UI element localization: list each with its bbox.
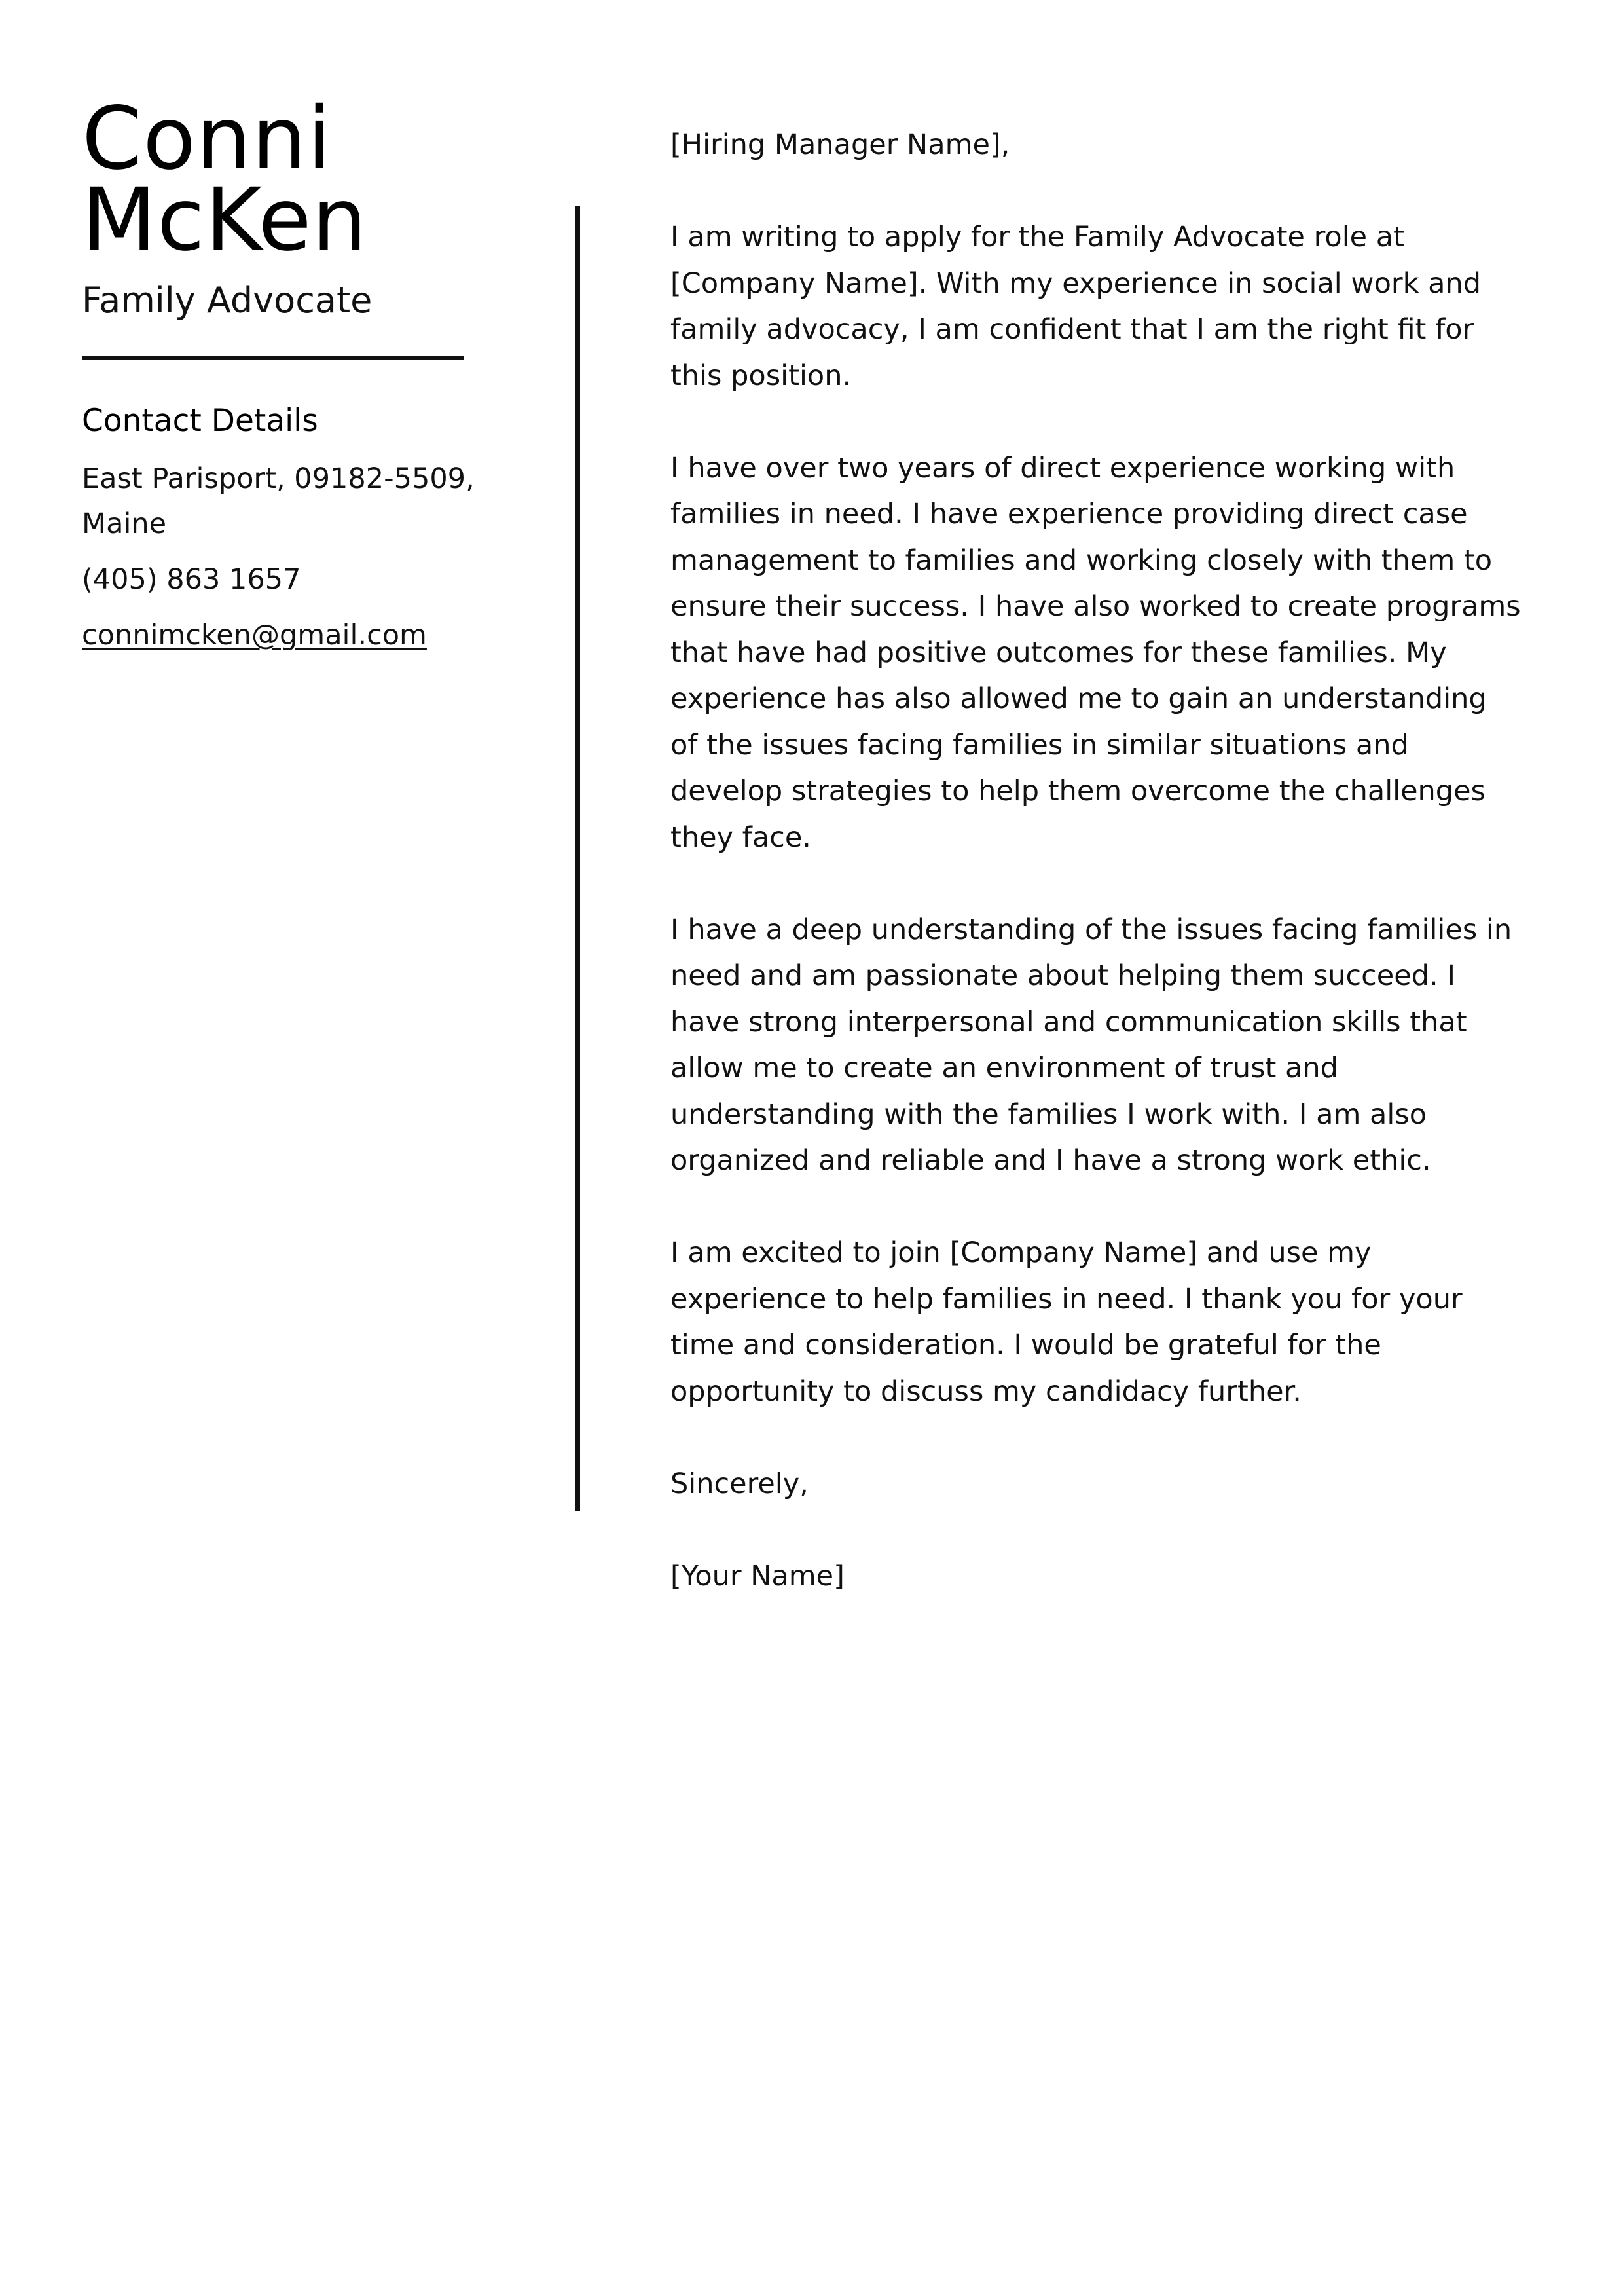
letter-closing: Sincerely, (670, 1467, 809, 1500)
column-divider (575, 206, 580, 1511)
letter-paragraph-2: I have over two years of direct experience working with families in need. I have experience providing direct case management to families and working closely with them to ensure their success. I have also worked to create programs that have had positive outcomes for these families. My experience has also allowed me to gain an understanding of the issues facing families in similar situations and develop strategies to help them overcome the challenges they face. (670, 451, 1521, 854)
letter-signature: [Your Name] (670, 1559, 845, 1593)
contact-phone: (405) 863 1657 (82, 563, 301, 596)
candidate-name (82, 88, 501, 270)
first-name: Conni (82, 88, 332, 189)
sidebar (82, 88, 501, 669)
contact-email-link[interactable]: connimcken@gmail.com (82, 619, 427, 652)
job-title: Family Advocate (82, 280, 373, 321)
contact-address: East Parisport, 09182-5509, Maine (82, 462, 475, 540)
letter-paragraph-1: I am writing to apply for the Family Advocate role at [Company Name]. With my experience in social work and family advocacy, I am confident that I am the right fit for this position. (670, 221, 1482, 392)
letter-body (670, 122, 1522, 1599)
letter-salutation: [Hiring Manager Name], (670, 128, 1010, 161)
title-divider (82, 356, 464, 360)
last-name: McKen (82, 170, 368, 270)
letter-paragraph-4: I am excited to join [Company Name] and use my experience to help families in need. I thank you for your time and consideration. I would be grateful for the opportunity to discuss my candidacy further. (670, 1236, 1463, 1408)
contact-heading: Contact Details (82, 403, 318, 439)
letter-paragraph-3: I have a deep understanding of the issues facing families in need and am passionate about helping them succeed. I have strong interpersonal and communication skills that allow me to create an environment of trust and understanding with the families I work with. I am also organized and reliable and I have a strong work ethic. (670, 913, 1512, 1177)
contact-list (82, 456, 501, 658)
